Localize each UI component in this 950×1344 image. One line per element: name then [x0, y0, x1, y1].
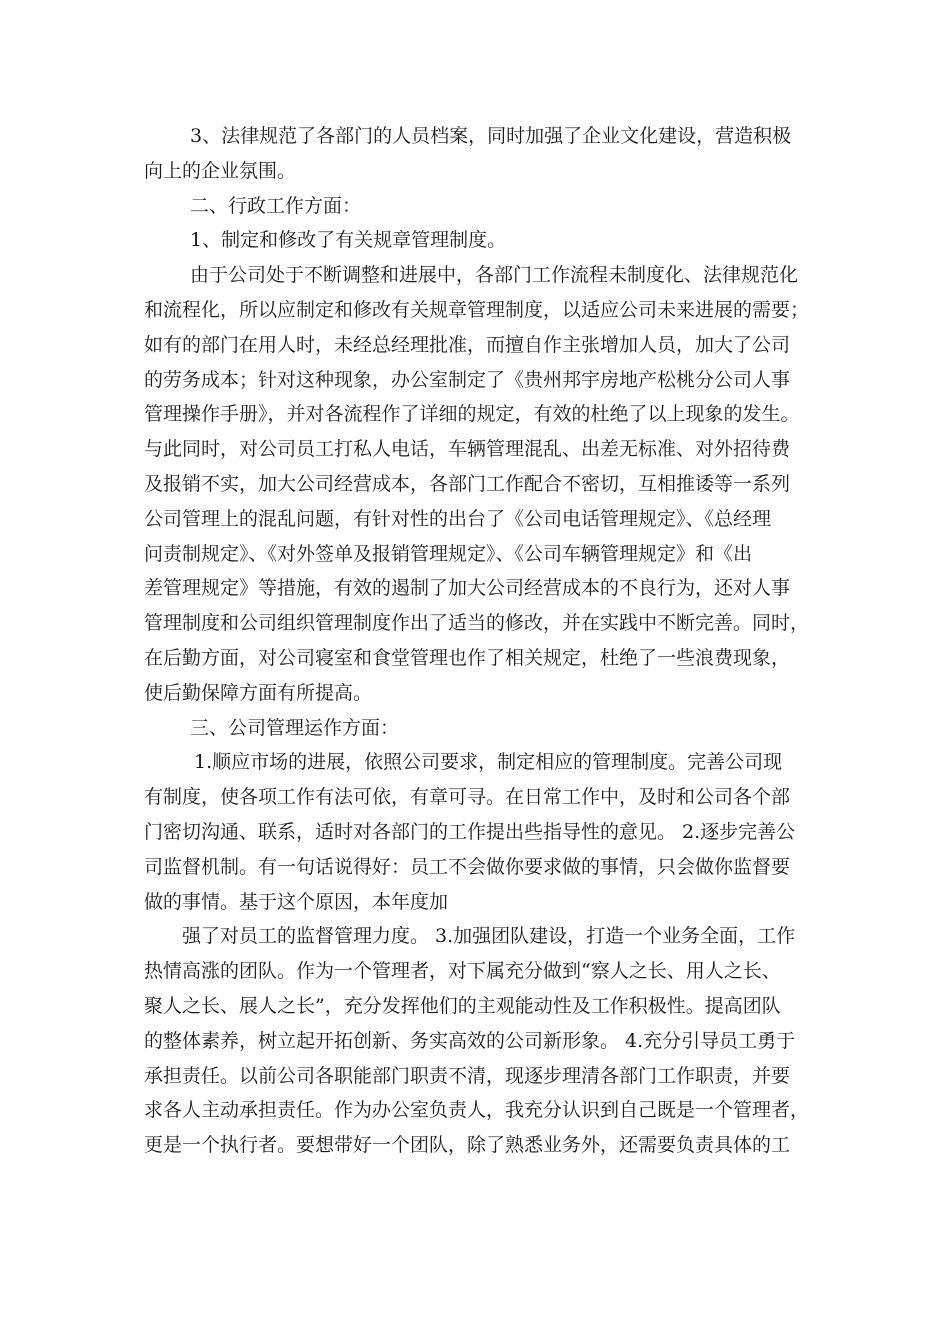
text-line: 和流程化，所以应制定和修改有关规章管理制度，以适应公司未来进展的需要；: [144, 298, 810, 321]
text-line: 强了对员工的监督管理力度。 3.加强团队建设，打造一个业务全面，工作: [182, 925, 796, 948]
text-line: 由于公司处于不断调整和进展中，各部门工作流程未制度化、法律规范化: [190, 264, 799, 287]
text-line: 门密切沟通、联系，适时对各部门的工作提出些指导性的意见。 2.逐步完善公: [144, 820, 796, 843]
text-line: 及报销不实，加大公司经营成本，各部门工作配合不密切，互相推诿等一系列: [144, 472, 791, 495]
subsection-heading: 1、制定和修改了有关规章管理制度。: [190, 229, 507, 252]
text-line: 聚人之长、展人之长”，充分发挥他们的主观能动性及工作积极性。提高团队: [144, 994, 781, 1017]
text-line: 3、法律规范了各部门的人员档案，同时加强了企业文化建设，营造积极: [190, 125, 792, 147]
text-line: 如有的部门在用人时，未经总经理批准，而擅自作主张增加人员，加大了公司: [144, 333, 791, 356]
section-heading: 三、公司管理运作方面：: [190, 716, 400, 739]
text-line: 在后勤方面，对公司寝室和食堂管理也作了相关规定，杜绝了一些浪费现象，: [144, 646, 791, 669]
text-line: 司监督机制。有一句话说得好：员工不会做你要求做的事情，只会做你监督要: [144, 855, 791, 878]
section-heading: 二、行政工作方面：: [190, 194, 362, 217]
text-line: 的劳务成本；针对这种现象，办公室制定了《贵州邦宇房地产松桃分公司人事: [144, 368, 791, 391]
text-line: 承担责任。以前公司各职能部门职责不清，现逐步理清各部门工作职责，并要: [144, 1064, 791, 1087]
text-line: 1.顺应市场的进展，依照公司要求，制定相应的管理制度。完善公司现: [194, 751, 783, 774]
text-line: 做的事情。基于这个原因，本年度加: [144, 890, 449, 913]
text-line: 管理制度和公司组织管理制度作出了适当的修改，并在实践中不断完善。同时，: [144, 612, 810, 635]
text-line: 问责制规定》、《对外签单及报销管理规定》、《公司车辆管理规定》和《出: [144, 542, 753, 565]
text-line: 热情高涨的团队。作为一个管理者，对下属充分做到“察人之长、用人之长、: [144, 960, 781, 983]
document-page: [144, 119, 812, 1163]
text-line: 的整体素养，树立起开拓创新、务实高效的公司新形象。 4.充分引导员工勇于: [144, 1029, 796, 1052]
text-line: 更是一个执行者。要想带好一个团队，除了熟悉业务外，还需要负责具体的工: [144, 1134, 791, 1157]
text-line: 与此同时，对公司员工打私人电话，车辆管理混乱、出差无标准、对外招待费: [144, 438, 791, 461]
text-line: 求各人主动承担责任。作为办公室负责人，我充分认识到自己既是一个管理者，: [144, 1099, 810, 1122]
text-line: 差管理规定》等措施，有效的遏制了加大公司经营成本的不良行为，还对人事: [144, 577, 791, 600]
text-line: 有制度，使各项工作有法可依，有章可寻。在日常工作中，及时和公司各个部: [144, 786, 791, 809]
text-line: 管理操作手册》，并对各流程作了详细的规定，有效的杜绝了以上现象的发生。: [144, 403, 800, 426]
text-line: 公司管理上的混乱问题，有针对性的出台了《公司电话管理规定》、《总经理: [144, 507, 772, 530]
text-line: 向上的企业氛围。: [144, 159, 297, 182]
text-line: 使后勤保障方面有所提高。: [144, 681, 373, 704]
